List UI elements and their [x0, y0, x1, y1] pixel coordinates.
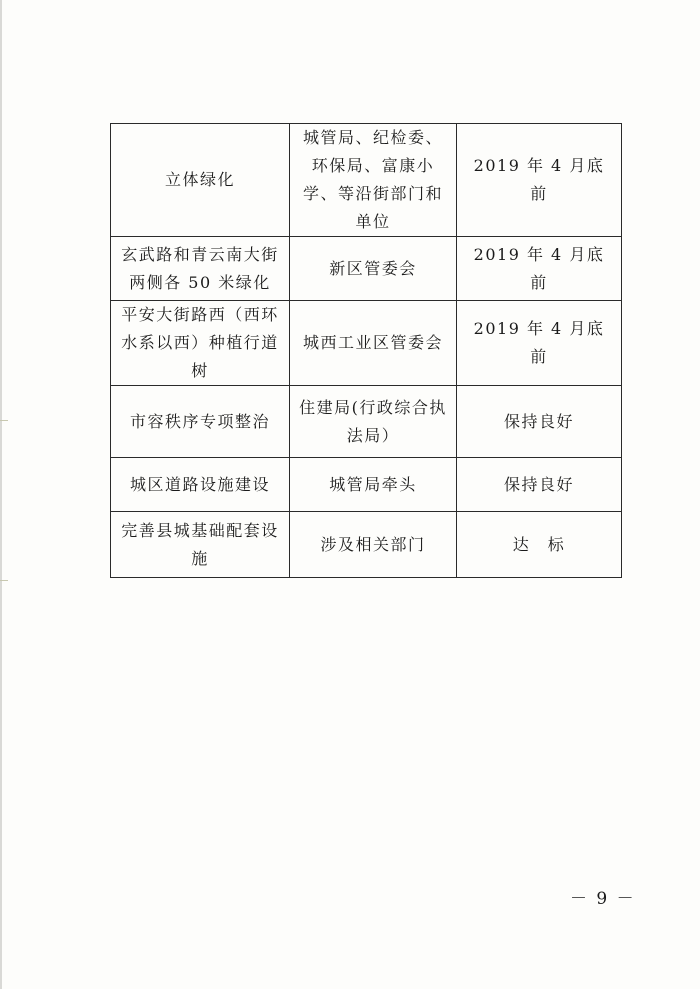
task-table: [110, 123, 622, 578]
deadline-cell: 达 标: [457, 512, 622, 578]
margin-mark: [0, 580, 8, 581]
task-cell: 完善县城基础配套设施: [111, 512, 290, 578]
table-row: [111, 124, 622, 237]
task-cell: 市容秩序专项整治: [111, 386, 290, 458]
deadline-cell: 2019 年 4 月底前: [457, 301, 622, 386]
task-cell: 平安大街路西（西环水系以西）种植行道树: [111, 301, 290, 386]
margin-mark: [0, 420, 8, 421]
department-cell: 涉及相关部门: [290, 512, 457, 578]
department-cell: 城管局、纪检委、环保局、富康小学、等沿街部门和单位: [290, 124, 457, 237]
task-cell: 城区道路设施建设: [111, 458, 290, 512]
deadline-cell: 2019 年 4 月底前: [457, 237, 622, 301]
deadline-cell: 保持良好: [457, 386, 622, 458]
table-row: [111, 386, 622, 458]
table-row: [111, 458, 622, 512]
department-cell: 城管局牵头: [290, 458, 457, 512]
page-edge: [0, 0, 2, 989]
task-cell: 玄武路和青云南大街两侧各 50 米绿化: [111, 237, 290, 301]
table-row: [111, 237, 622, 301]
department-cell: 新区管委会: [290, 237, 457, 301]
department-cell: 住建局(行政综合执法局）: [290, 386, 457, 458]
table-row: [111, 301, 622, 386]
deadline-cell: 2019 年 4 月底前: [457, 124, 622, 237]
task-cell: 立体绿化: [111, 124, 290, 237]
department-cell: 城西工业区管委会: [290, 301, 457, 386]
deadline-cell: 保持良好: [457, 458, 622, 512]
page-number: － 9 －: [570, 889, 636, 909]
table-row: [111, 512, 622, 578]
